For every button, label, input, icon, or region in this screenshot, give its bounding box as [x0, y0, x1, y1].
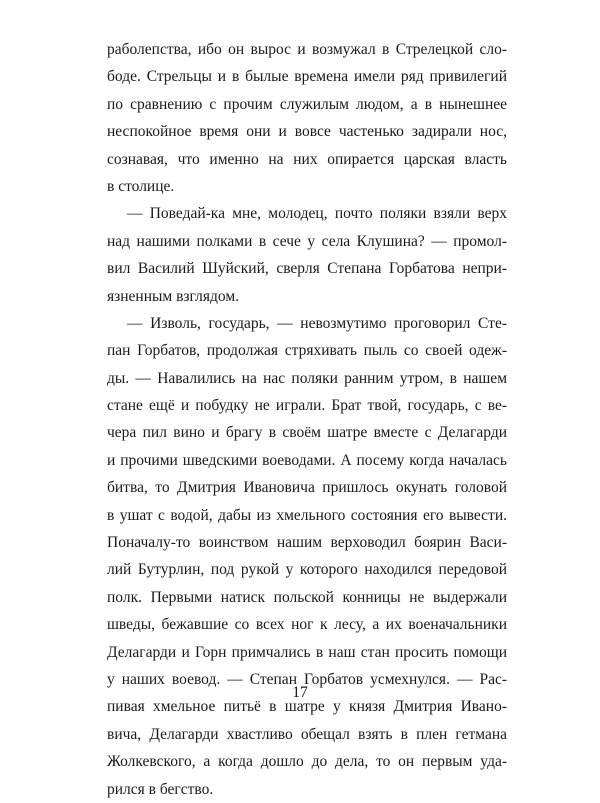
- page-number: 17: [292, 684, 308, 701]
- text-line: шведы, бежавшие со всех ног к лесу, а их военачальники: [107, 616, 507, 634]
- text-line: Поначалу-то воинством нашим верховодил боярин Васи-: [107, 534, 507, 552]
- text-line: над нашими полками в сече у села Клушина? — промол-: [107, 232, 507, 250]
- text-line: Делагарди и Горн примчались в наш стан просить помощи: [107, 643, 507, 661]
- text-line: рился в бегство.: [107, 780, 214, 798]
- text-line: чера пил вино и брагу в своём шатре вместе с Делагарди: [107, 424, 507, 442]
- text-line: лий Бутурлин, под рукой у которого находился передовой: [107, 561, 507, 579]
- text-line: вича, Делагарди хвастливо обещал взять в плен гетмана: [107, 725, 507, 743]
- text-line: битва, то Дмитрия Ивановича пришлось окунать головой: [107, 479, 507, 497]
- text-line: пан Горбатов, продолжая стряхивать пыль со своей одеж-: [107, 342, 507, 360]
- text-line: пивая хмельное питьё в шатре у князя Дмитрия Ивано-: [107, 698, 507, 716]
- text-line: вил Василий Шуйский, сверля Степана Горбатова непри-: [107, 260, 507, 278]
- text-line: раболепства, ибо он вырос и возмужал в Стрелецкой сло-: [107, 41, 507, 58]
- text-line: Жолкевского, а когда дошло до дела, то он первым уда-: [107, 753, 507, 771]
- text-line: в ушат с водой, дабы из хмельного состояния его вывести.: [107, 506, 507, 524]
- text-line: — Поведай-ка мне, молодец, почто поляки взяли верх: [127, 205, 507, 223]
- text-line: боде. Стрельцы и в былые времена имели ряд привилегий: [107, 68, 507, 86]
- text-line: неспокойное время они и вовсе частенько задирали нос,: [107, 123, 507, 141]
- text-line: стане ещё и побудку не играли. Брат твой, государь, с ве-: [107, 397, 507, 415]
- text-line: и прочими шведскими воеводами. А посему когда началась: [107, 451, 507, 469]
- text-line: ды. — Навалились на нас поляки ранним утром, в нашем: [107, 369, 507, 387]
- text-line: по сравнению с прочим служилым людом, а в нынешнее: [107, 95, 507, 113]
- text-line: сознавая, что именно на них опирается царская власть: [107, 150, 507, 168]
- text-line: в столице.: [107, 177, 175, 195]
- text-line: язненным взглядом.: [107, 287, 240, 305]
- text-line: у наших воевод. — Степан Горбатов усмехнулся. — Рас-: [107, 670, 507, 688]
- text-line: — Изволь, государь, — невозмутимо проговорил Сте-: [127, 314, 507, 332]
- text-line: полк. Первыми натиск польской конницы не выдержали: [107, 588, 507, 606]
